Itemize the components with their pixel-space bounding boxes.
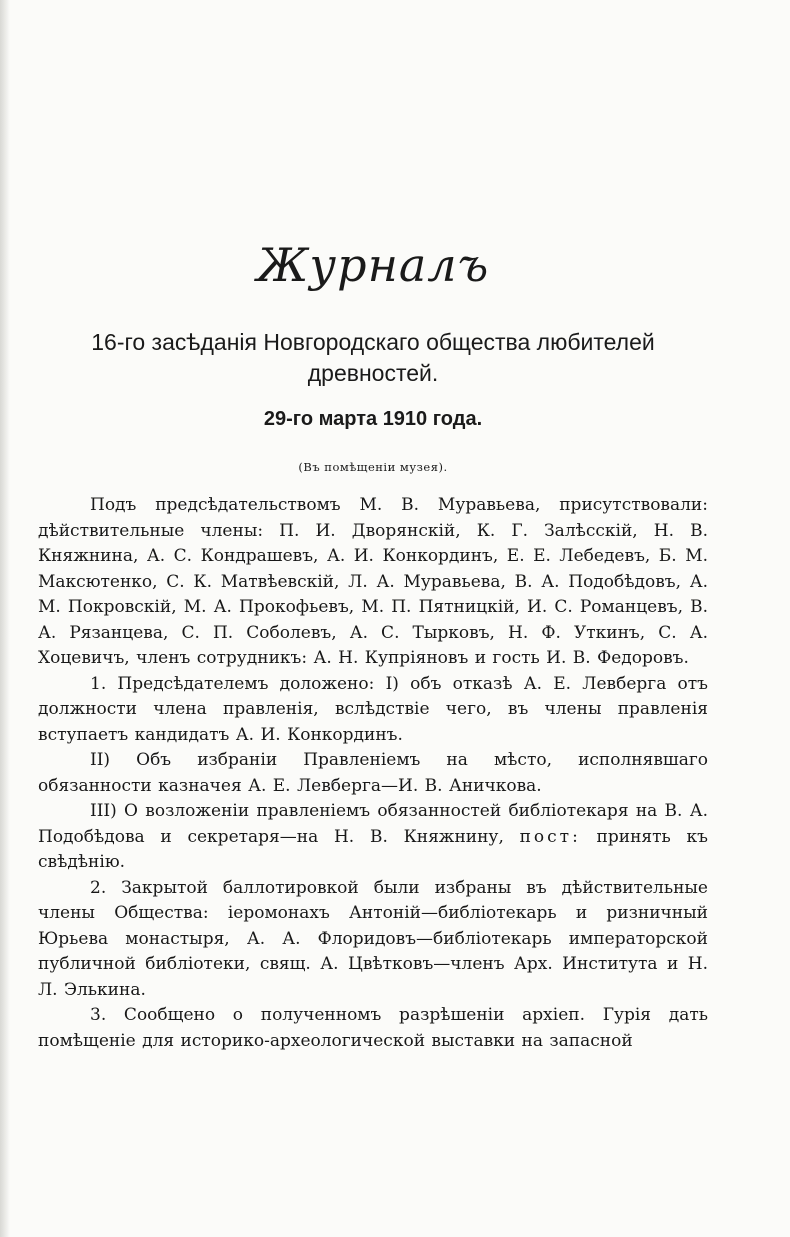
paragraph-item-1-iii-text: III) О возложеніи правленіемъ обязанностей библіотекаря на В. А. Подобѣдова и секретаря—на Н. В. Княжнину, [38, 801, 708, 847]
subtitle-line-2: древностей. [307, 360, 439, 386]
document-subtitle [38, 327, 708, 389]
paragraph-item-3: 3. Сообщено о полученномъ разрѣшеніи архіеп. Гурія дать помѣщеніе для историко-археологической выставки на запасной [38, 1005, 708, 1051]
subtitle-line-1: 16-го засѣданія Новгородскаго общества любителей [91, 329, 655, 355]
meeting-location: (Въ помѣщеніи музея). [298, 460, 448, 474]
paragraph-attendees: Подъ предсѣдательствомъ М. В. Муравьева, присутствовали: дѣйствительные члены: П. И. Дворянскій, К. Г. Залѣсскій, Н. В. Княжнина, А. С. Кондрашевъ, А. И. Конкординъ, Е. Е. Лебедевъ, Б. М. Максютенко, С. К. Матвѣевскій, Л. А. Муравьева, В. А. Подобѣдовъ, А. М. Покровскій, М. А. Прокофьевъ, М. П. Пятницкій, И. С. Романцевъ, В. А. Рязанцева, С. П. Соболевъ, А. С. Тырковъ, Н. Ф. Уткинъ, С. А. Хоцевичъ, членъ сотрудникъ: А. Н. Купріяновъ и гость И. В. Федоровъ. [38, 495, 708, 668]
minutes-body [38, 493, 708, 1054]
paragraph-item-1-ii: II) Объ избраніи Правленіемъ на мѣсто, исполнявшаго обязанности казначея А. Е. Левберга—И. В. Аничкова. [38, 750, 708, 796]
paragraph-item-1-iii [38, 799, 708, 876]
resolution-label: пост: [519, 826, 581, 847]
document-title: Журналъ [256, 238, 490, 292]
paragraph-item-2: 2. Закрытой баллотировкой были избраны въ дѣйствительные члены Общества: іеромонахъ Антоній—библіотекарь и ризничный Юрьева монастыря, А. А. Флоридовъ—библіотекарь императорской публичной библіотеки, свящ. А. Цвѣтковъ—членъ Арх. Института и Н. Л. Элькина. [38, 877, 708, 1000]
paragraph-item-1-iii-tail: принять къ свѣдѣнію. [38, 826, 708, 872]
paragraph-item-1: 1. Предсѣдателемъ доложено: I) объ отказѣ А. Е. Левберга отъ должности члена правленія, вслѣдствіе чего, въ члены правленія вступаетъ кандидатъ А. И. Конкординъ. [38, 673, 708, 745]
page-edge-shadow [0, 0, 10, 1237]
document-page [38, 0, 708, 1237]
meeting-date: 29-го марта 1910 года. [263, 408, 483, 430]
